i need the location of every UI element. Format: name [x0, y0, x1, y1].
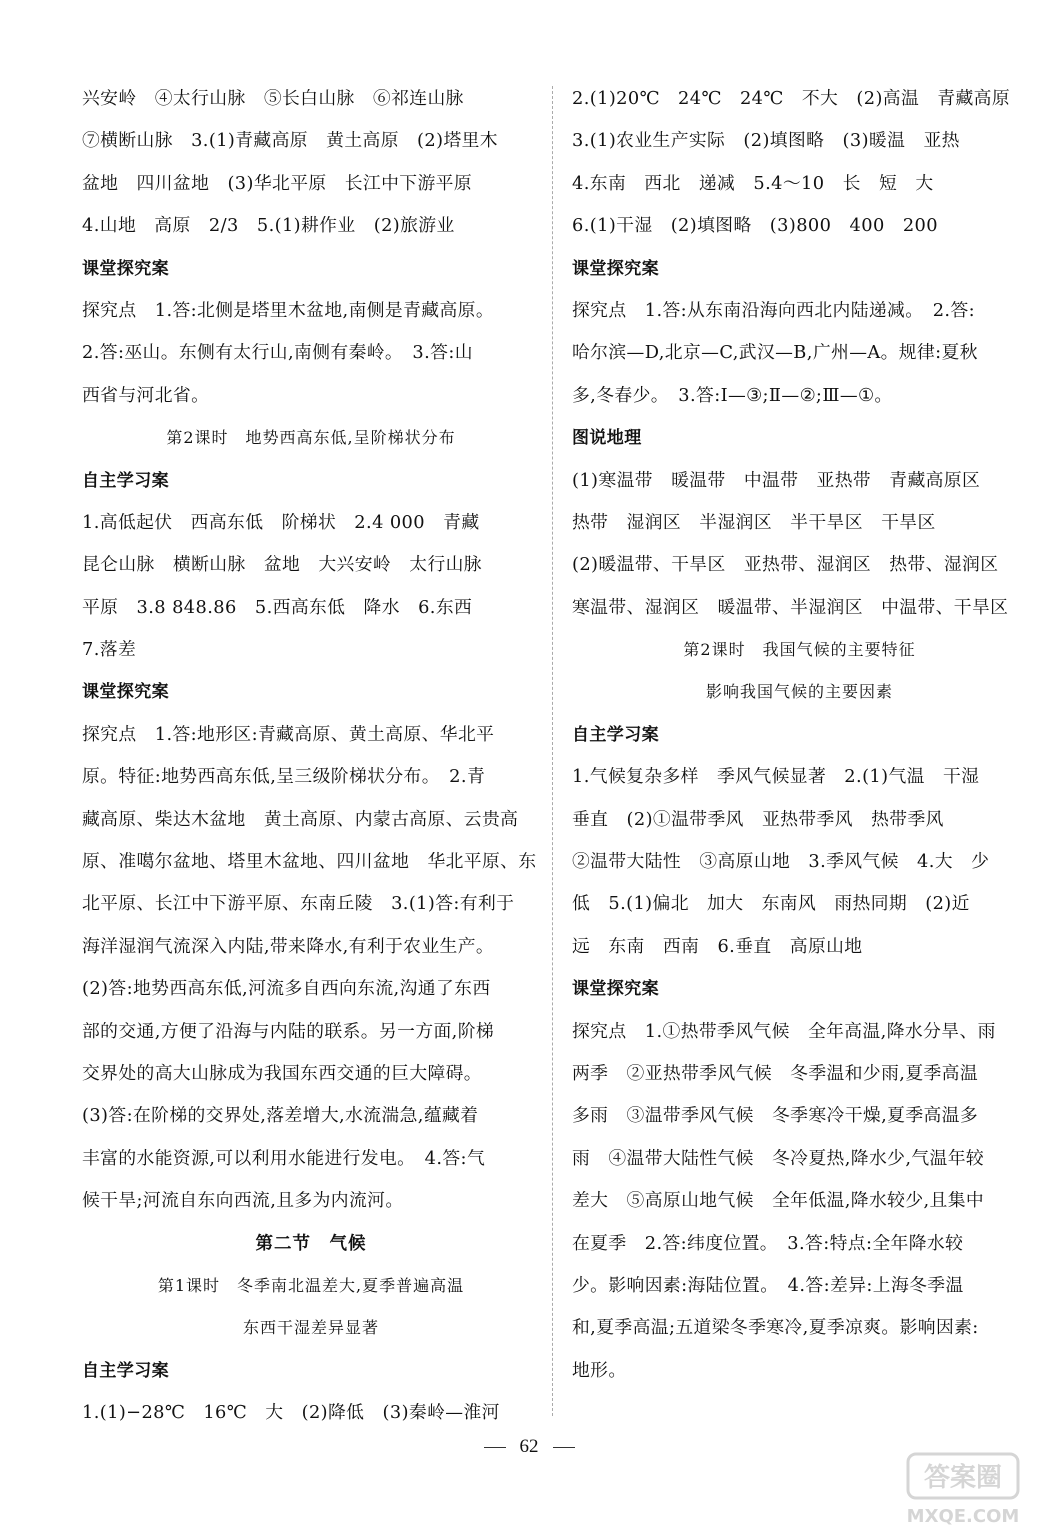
text-line: 地形。 [572, 1359, 627, 1381]
section-title: 第二节 气候 [255, 1233, 367, 1254]
text-line: 两季 ②亚热带季风气候 冬季温和少雨,夏季高温 [572, 1062, 979, 1084]
page-footer [0, 1436, 1058, 1458]
text-line: 候干旱;河流自东向西流,且多为内流河。 [82, 1190, 404, 1212]
text-line: 北平原、长江中下游平原、东南丘陵 3.(1)答:有利于 [82, 893, 515, 915]
text-line: 部的交通,方便了沿海与内陆的联系。另一方面,阶梯 [82, 1020, 495, 1042]
text-line: 1.气候复杂多样 季风气候显著 2.(1)气温 干湿 [572, 766, 980, 788]
text-line: 原、准噶尔盆地、塔里木盆地、四川盆地 华北平原、东 [82, 851, 537, 873]
text-line: 探究点 1.答:从东南沿海向西北内陆递减。 2.答: [572, 299, 976, 321]
watermark-logo [904, 1448, 1022, 1528]
text-line: 低 5.(1)偏北 加大 东南风 雨热同期 (2)近 [572, 893, 970, 915]
text-line: 2.答:巫山。东侧有太行山,南侧有秦岭。 3.答:山 [82, 342, 473, 364]
text-line: 丰富的水能资源,可以利用水能进行发电。 4.答:气 [82, 1147, 486, 1169]
text-line: 昆仑山脉 横断山脉 盆地 大兴安岭 太行山脉 [82, 554, 482, 576]
text-line: 兴安岭 ④太行山脉 ⑤长白山脉 ⑥祁连山脉 [82, 88, 464, 109]
text-line: (3)答:在阶梯的交界处,落差增大,水流湍急,蕴藏着 [82, 1105, 479, 1127]
text-line: 哈尔滨—D,北京—C,武汉—B,广州—A。规律:夏秋 [572, 342, 978, 364]
section-heading: 课堂探究案 [572, 979, 659, 1000]
text-line: (2)暖温带、干旱区 亚热带、湿润区 热带、湿润区 [572, 554, 999, 576]
watermark-top-text: 答案圈 [923, 1463, 1003, 1493]
text-line: 4.山地 高原 2/3 5.(1)耕作业 (2)旅游业 [82, 215, 455, 237]
text-line: 4.东南 西北 递减 5.4～10 长 短 大 [572, 172, 934, 194]
text-line: 6.(1)干湿 (2)填图略 (3)800 400 200 [572, 215, 938, 237]
text-line: 雨 ④温带大陆性气候 冬冷夏热,降水少,气温年较 [572, 1147, 985, 1169]
page-number: 62 [519, 1436, 539, 1457]
text-line: 3.(1)农业生产实际 (2)填图略 (3)暖温 亚热 [572, 130, 960, 152]
text-line: 7.落差 [82, 639, 137, 661]
left-column [82, 78, 540, 1435]
footer-dash-right [553, 1447, 575, 1448]
text-line: 1.(1)−28℃ 16℃ 大 (2)降低 (3)秦岭—淮河 [82, 1402, 500, 1424]
text-line: 盆地 四川盆地 (3)华北平原 长江中下游平原 [82, 172, 473, 194]
text-line: 平原 3.8 848.86 5.西高东低 降水 6.东西 [82, 596, 473, 618]
text-line: 在夏季 2.答:纬度位置。 3.答:特点:全年降水较 [572, 1232, 964, 1254]
text-line: 交界处的高大山脉成为我国东西交通的巨大障碍。 [82, 1062, 482, 1084]
text-line: 和,夏季高温;五道梁冬季寒冷,夏季凉爽。影响因素: [572, 1317, 979, 1339]
text-line: 远 东南 西南 6.垂直 高原山地 [572, 935, 863, 957]
text-line: ⑦横断山脉 3.(1)青藏高原 黄土高原 (2)塔里木 [82, 130, 498, 152]
lesson-title: 影响我国气候的主要因素 [705, 682, 893, 702]
text-line: (1)寒温带 暖温带 中温带 亚热带 青藏高原区 [572, 469, 981, 491]
text-line: 探究点 1.答:地形区:青藏高原、黄土高原、华北平 [82, 723, 495, 745]
section-heading: 自主学习案 [82, 1360, 169, 1381]
right-column [572, 78, 1027, 1392]
lesson-title: 东西干湿差异显著 [242, 1318, 379, 1338]
text-line: 原。特征:地势西高东低,呈三级阶梯状分布。 2.青 [82, 766, 486, 788]
text-line: (2)答:地势西高东低,河流多自西向东流,沟通了东西 [82, 978, 491, 1000]
footer-dash-left [484, 1447, 506, 1448]
section-heading: 图说地理 [572, 428, 642, 449]
text-line: 寒温带、湿润区 暖温带、半湿润区 中温带、干旱区 [572, 596, 1009, 618]
text-line: 探究点 1.①热带季风气候 全年高温,降水分旱、雨 [572, 1020, 996, 1042]
text-line: 垂直 (2)①温带季风 亚热带季风 热带季风 [572, 808, 944, 830]
text-line: 西省与河北省。 [82, 384, 210, 406]
text-line: 多雨 ③温带季风气候 冬季寒冷干燥,夏季高温多 [572, 1105, 979, 1127]
lesson-title: 第2课时 地势西高东低,呈阶梯状分布 [166, 428, 456, 448]
text-line: ②温带大陆性 ③高原山地 3.季风气候 4.大 少 [572, 851, 990, 873]
text-line: 多,冬春少。 3.答:Ⅰ—③;Ⅱ—②;Ⅲ—①。 [572, 384, 893, 406]
text-line: 1.高低起伏 西高东低 阶梯状 2.4 000 青藏 [82, 511, 480, 533]
section-heading: 课堂探究案 [572, 258, 659, 279]
text-line: 少。影响因素:海陆位置。 4.答:差异:上海冬季温 [572, 1274, 964, 1296]
section-heading: 课堂探究案 [82, 258, 169, 279]
lesson-title: 第2课时 我国气候的主要特征 [683, 640, 916, 660]
section-heading: 自主学习案 [572, 724, 659, 745]
section-heading: 自主学习案 [82, 470, 169, 491]
watermark-bottom-text: MXQE.COM [906, 1506, 1020, 1527]
section-heading: 课堂探究案 [82, 682, 169, 703]
text-line: 海洋湿润气流深入内陆,带来降水,有利于农业生产。 [82, 935, 495, 957]
lesson-title: 第1课时 冬季南北温差大,夏季普遍高温 [157, 1275, 465, 1295]
column-divider [552, 86, 553, 1416]
text-line: 差大 ⑤高原山地气候 全年低温,降水较少,且集中 [572, 1190, 985, 1212]
text-line: 2.(1)20℃ 24℃ 24℃ 不大 (2)高温 青藏高原 [572, 88, 1011, 109]
text-line: 热带 湿润区 半湿润区 半干旱区 干旱区 [572, 511, 936, 533]
text-line: 探究点 1.答:北侧是塔里木盆地,南侧是青藏高原。 [82, 299, 495, 321]
text-line: 藏高原、柴达木盆地 黄土高原、内蒙古高原、云贵高 [82, 808, 519, 830]
